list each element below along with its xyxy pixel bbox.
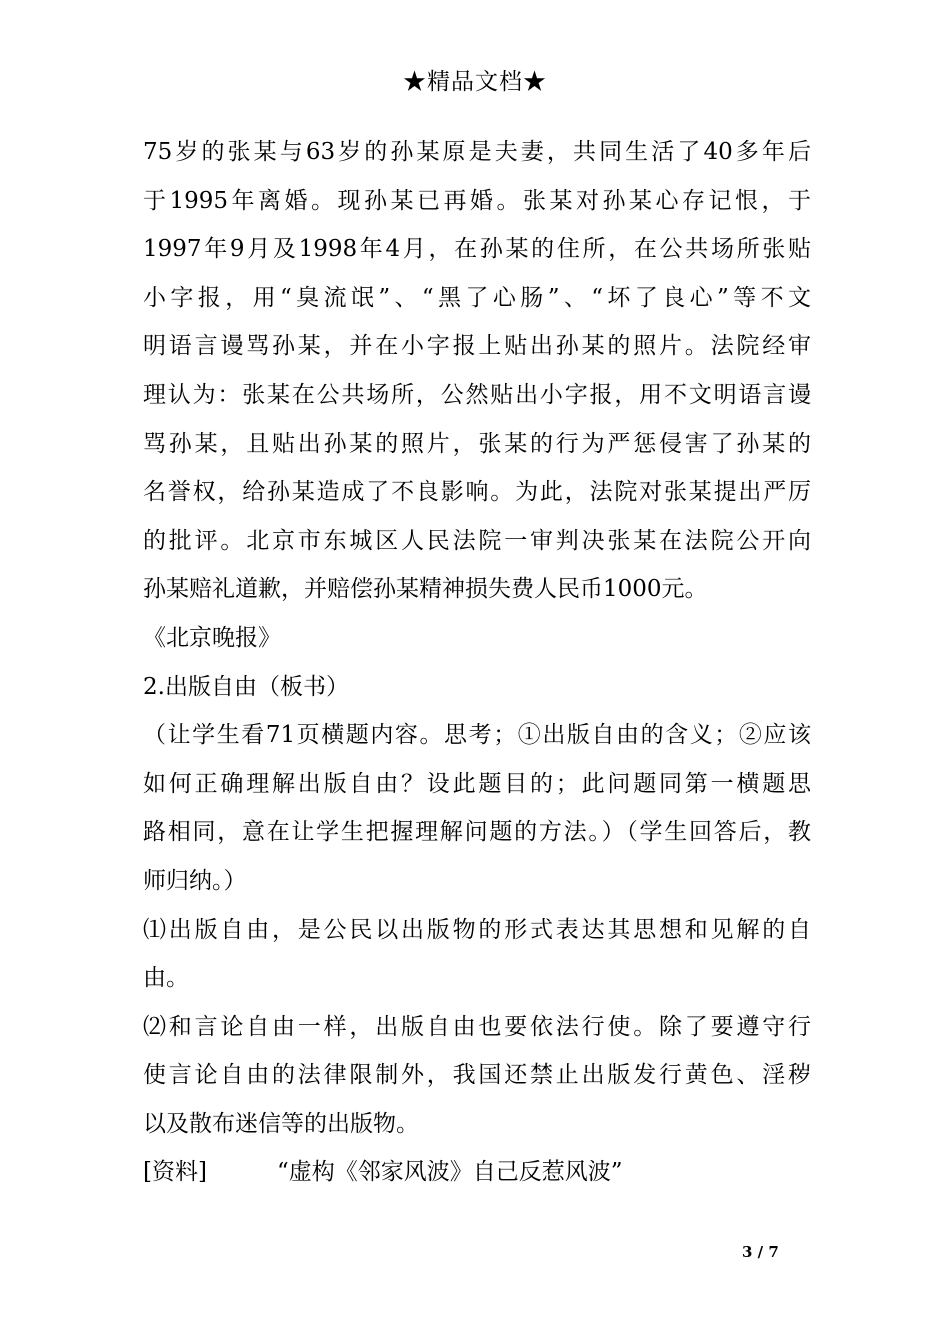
- text-line: 师归纳。）: [143, 867, 247, 894]
- document-body: [143, 132, 811, 1201]
- text-line: （让学生看71页横题内容。思考；①出版自由的含义；②应该: [143, 722, 811, 749]
- text-line: 以及散布迷信等的出版物。: [143, 1110, 419, 1137]
- text-line: ⑴出版自由，是公民以出版物的形式表达其思想和见解的自: [143, 916, 811, 943]
- resource-line: [143, 1152, 811, 1201]
- text-line: 由。: [143, 965, 189, 992]
- text-line: 骂孙某，且贴出孙某的照片，张某的行为严惩侵害了孙某的: [143, 430, 811, 457]
- text-line: 名誉权，给孙某造成了不良影响。为此，法院对张某提出严厉: [143, 479, 811, 506]
- text-line: 孙某赔礼道歉，并赔偿孙某精神损失费人民币1000元。: [143, 576, 708, 603]
- text-line: 2.出版自由（板书）: [143, 673, 349, 700]
- resource-title: “虚构《邻家风波》自己反惹风波”: [277, 1159, 623, 1186]
- text-line: 如何正确理解出版自由？设此题目的；此问题同第一横题思: [143, 770, 811, 797]
- page-number: 3 / 7: [742, 1243, 779, 1261]
- text-line: 的批评。北京市东城区人民法院一审判决张某在法院公开向: [143, 527, 811, 554]
- text-line: 于1995年离婚。现孙某已再婚。张某对孙某心存记恨，于: [143, 187, 811, 214]
- text-line: 《北京晚报》: [143, 624, 281, 651]
- text-lines: [143, 132, 811, 1152]
- text-line: 明语言谩骂孙某，并在小字报上贴出孙某的照片。法院经审: [143, 333, 811, 360]
- text-line: ⑵和言论自由一样，出版自由也要依法行使。除了要遵守行: [143, 1013, 811, 1040]
- text-line: 小字报，用“臭流氓”、“黑了心肠”、“坏了良心”等不文: [143, 284, 811, 311]
- text-line: 1997年9月及1998年4月，在孙某的住所，在公共场所张贴: [143, 236, 811, 263]
- text-line: 理认为：张某在公共场所，公然贴出小字报，用不文明语言谩: [143, 381, 811, 408]
- resource-tag: [资料]: [143, 1159, 207, 1186]
- page-header: ★精品文档★: [403, 69, 547, 95]
- text-line: 75岁的张某与63岁的孙某原是夫妻，共同生活了40多年后: [143, 139, 811, 165]
- text-line: 使言论自由的法律限制外，我国还禁止出版发行黄色、淫秽: [143, 1062, 811, 1089]
- text-line: 路相同，意在让学生把握理解问题的方法。）（学生回答后，教: [143, 819, 811, 846]
